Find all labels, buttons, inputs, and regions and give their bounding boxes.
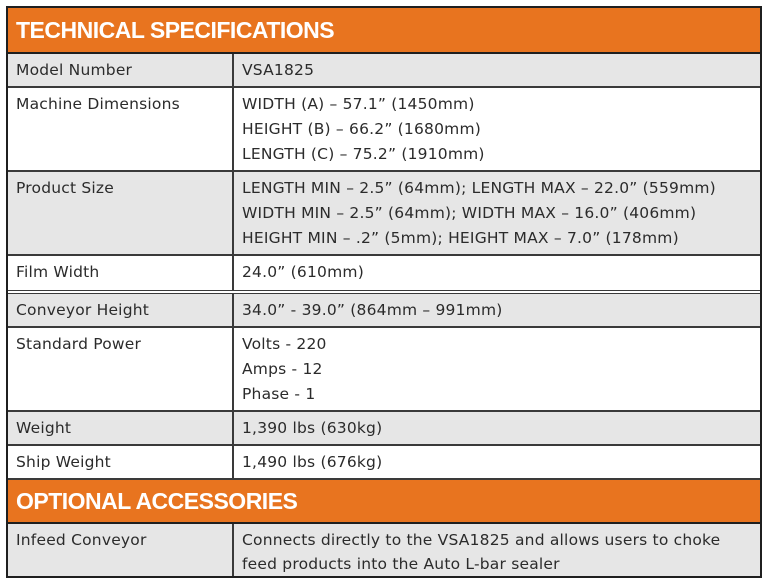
tech-specs-header [8,8,760,54]
spec-row-conveyor-height [8,294,760,328]
spec-value-line: 1,490 lbs (676kg) [242,453,383,471]
spec-label: Ship Weight [8,446,234,478]
spec-label: Standard Power [8,328,234,410]
spec-value [234,294,760,326]
spec-value [234,88,760,170]
spec-row-machine-dimensions [8,88,760,172]
spec-value-line: 1,390 lbs (630kg) [242,419,383,437]
spec-value-line: LENGTH (C) – 75.2” (1910mm) [242,145,485,163]
spec-row-product-size [8,172,760,256]
spec-value-line: Phase - 1 [242,385,316,403]
accessory-row-infeed-conveyor [8,524,760,576]
spec-label: Weight [8,412,234,444]
spec-value [234,172,760,254]
spec-value-line: Volts - 220 [242,335,327,353]
spec-value [234,328,760,410]
spec-row-ship-weight [8,446,760,480]
spec-value-line: LENGTH MIN – 2.5” (64mm); LENGTH MAX – 22.0” (559mm) [242,179,716,197]
spec-value [234,54,760,86]
spec-label: Conveyor Height [8,294,234,326]
spec-sheet [6,6,762,578]
accessory-value-line: Connects directly to the VSA1825 and allows users to choke [242,531,721,549]
spec-value-line: 34.0” - 39.0” (864mm – 991mm) [242,301,503,319]
accessory-label: Infeed Conveyor [8,524,234,576]
accessory-value-line: feed products into the Auto L-bar sealer [242,555,560,573]
spec-value [234,446,760,478]
accessories-title: OPTIONAL ACCESSORIES [16,487,298,514]
spec-value-line: HEIGHT MIN – .2” (5mm); HEIGHT MAX – 7.0” (178mm) [242,229,679,247]
spec-row-film-width [8,256,760,294]
accessory-value [234,524,760,576]
spec-label: Film Width [8,256,234,290]
spec-label: Model Number [8,54,234,86]
spec-value-line: 24.0” (610mm) [242,263,364,281]
spec-value-line: HEIGHT (B) – 66.2” (1680mm) [242,120,482,138]
spec-row-model-number [8,54,760,88]
accessories-header [8,480,760,524]
spec-row-weight [8,412,760,446]
spec-value-line: WIDTH MIN – 2.5” (64mm); WIDTH MAX – 16.0” (406mm) [242,204,697,222]
spec-value [234,256,760,290]
spec-value [234,412,760,444]
spec-label: Machine Dimensions [8,88,234,170]
tech-specs-title: TECHNICAL SPECIFICATIONS [16,16,335,43]
spec-value-line: VSA1825 [242,61,315,79]
spec-value-line: Amps - 12 [242,360,323,378]
spec-value-line: WIDTH (A) – 57.1” (1450mm) [242,95,475,113]
spec-label: Product Size [8,172,234,254]
spec-row-standard-power [8,328,760,412]
